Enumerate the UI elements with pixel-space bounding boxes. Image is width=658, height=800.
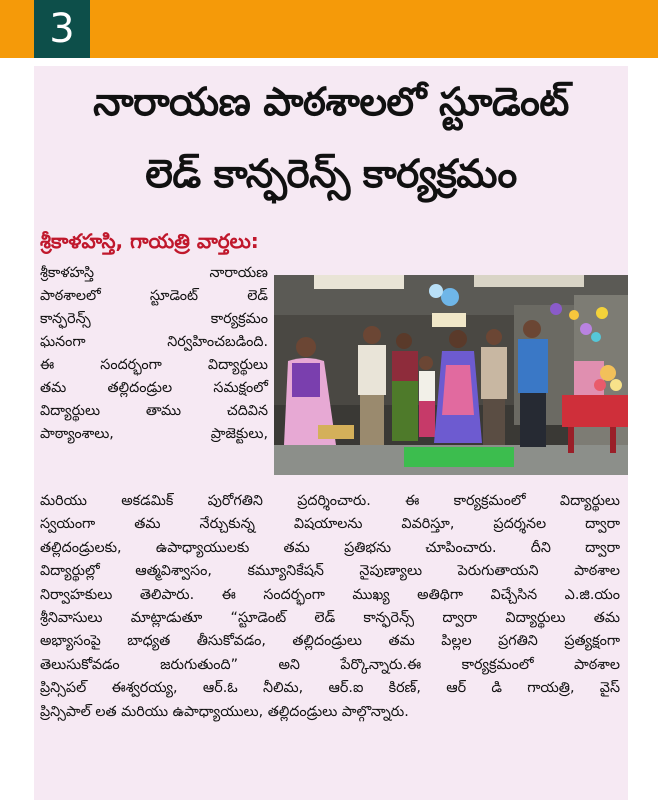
text-line: ఘనంగా నిర్వహించబడింది.	[40, 334, 268, 350]
event-photo-illustration	[274, 275, 628, 475]
text-line: అభ్యాసంపై బాధ్యత తీసుకోవడం, తల్లిదండ్రులు తమ పిల్లల ప్రగతిని ప్రత్యక్షంగా	[40, 633, 620, 650]
text-line: విద్యార్థులు తాము చదివిన	[40, 403, 268, 419]
text-line: పాఠ్యాంశాలు, ప్రాజెక్టులు,	[40, 426, 268, 442]
text-line: తమ తల్లిదండ్రుల సమక్షంలో	[40, 380, 268, 396]
article-full-width-text	[40, 490, 620, 724]
text-line: పాఠశాలలో స్టూడెంట్ లెడ్	[40, 288, 268, 304]
article-narrow-column	[40, 262, 268, 446]
event-photo	[274, 275, 628, 475]
text-line: ప్రిన్సిపాల్ లత మరియు ఉపాధ్యాయులు, తల్లిదండ్రులు పాల్గొన్నారు.	[40, 703, 409, 720]
dateline: శ్రీకాళహస్తి, గాయత్రి వార్తలు:	[40, 229, 259, 253]
text-line: శ్రీనివాసులు మాట్లాడుతూ “స్టూడెంట్ లెడ్ కాన్ఫరెన్స్ ద్వారా విద్యార్థులు తమ	[40, 610, 620, 627]
text-line: మరియు అకడమిక్ పురోగతిని ప్రదర్శించారు. ఈ కార్యక్రమంలో విద్యార్థులు	[40, 493, 620, 509]
text-line: స్వయంగా తమ నేర్చుకున్న విషయాలను వివరిస్తూ, ప్రదర్శనల ద్వారా	[40, 516, 620, 533]
text-line: కాన్ఫరెన్స్ కార్యక్రమం	[40, 311, 268, 327]
text-line: నిర్వాహకులు తెలిపారు. ఈ సందర్భంగా ముఖ్య అతిథిగా విచ్చేసిన ఎ.జి.యం	[40, 586, 620, 603]
headline-line-1: నారాయణ పాఠశాలలో స్టూడెంట్	[93, 80, 569, 125]
text-line: ఈ సందర్భంగా విద్యార్థులు	[40, 357, 268, 373]
text-line: ప్రిన్సిపల్ ఈశ్వరయ్య, ఆర్.ఓ నీలిమ, ఆర్.ఐ కిరణ్, ఆర్ డి గాయత్రి, వైస్	[40, 680, 620, 697]
top-color-bar	[0, 0, 658, 58]
text-line: విద్యార్థుల్లో ఆత్మవిశ్వాసం, కమ్యూనికేషన్ నైపుణ్యాలు పెరుగుతాయని పాఠశాల	[40, 563, 620, 580]
text-line: తల్లిదండ్రులకు, ఉపాధ్యాయులకు తమ ప్రతిభను చూపించారు. దీని ద్వారా	[40, 539, 620, 556]
headline-line-2: లెడ్ కాన్ఫరెన్స్ కార్యక్రమం	[145, 152, 517, 197]
issue-number-badge: 3	[34, 0, 90, 58]
text-line: శ్రీకాళహస్తి నారాయణ	[40, 265, 268, 281]
text-line: తెలుసుకోవడం జరుగుతుంది” అని పేర్కొన్నారు.ఈ కార్యక్రమంలో పాఠశాల	[40, 656, 620, 673]
